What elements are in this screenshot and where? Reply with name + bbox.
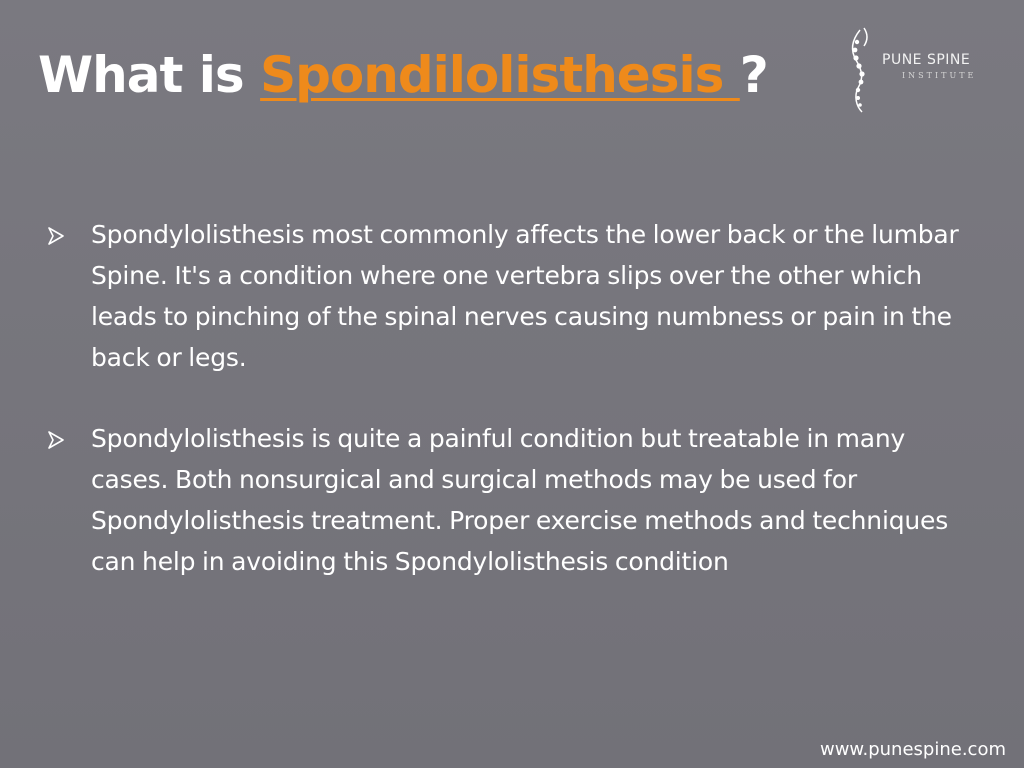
bullet-item	[44, 214, 974, 378]
bullet-item	[44, 418, 974, 582]
slide-title	[38, 40, 768, 110]
title-prefix: What is	[38, 46, 261, 104]
pune-spine-logo	[844, 26, 994, 116]
arrow-bullet-icon	[48, 227, 64, 245]
spine-icon	[844, 26, 880, 116]
bullet-text: Spondylolisthesis is quite a painful condition but treatable in many cases. Both nonsurgical and surgical methods may be used for Spondylolisthesis treatment. Proper exercise methods and techniques can help in avoiding this Spondylolisthesis condition	[91, 424, 949, 576]
title-suffix: ?	[739, 46, 768, 104]
footer-url[interactable]: www.punespine.com	[819, 739, 1006, 760]
arrow-bullet-icon	[48, 431, 64, 449]
logo-name: PUNE SPINE	[882, 52, 971, 68]
title-highlight-link[interactable]: Spondilolisthesis	[260, 46, 740, 104]
bullet-text: Spondylolisthesis most commonly affects the lower back or the lumbar Spine. It's a condition where one vertebra slips over the other which leads to pinching of the spinal nerves causing numbness or pain in the back or legs.	[91, 220, 959, 372]
bullet-list	[44, 214, 974, 622]
logo-subtitle: INSTITUTE	[902, 71, 977, 80]
